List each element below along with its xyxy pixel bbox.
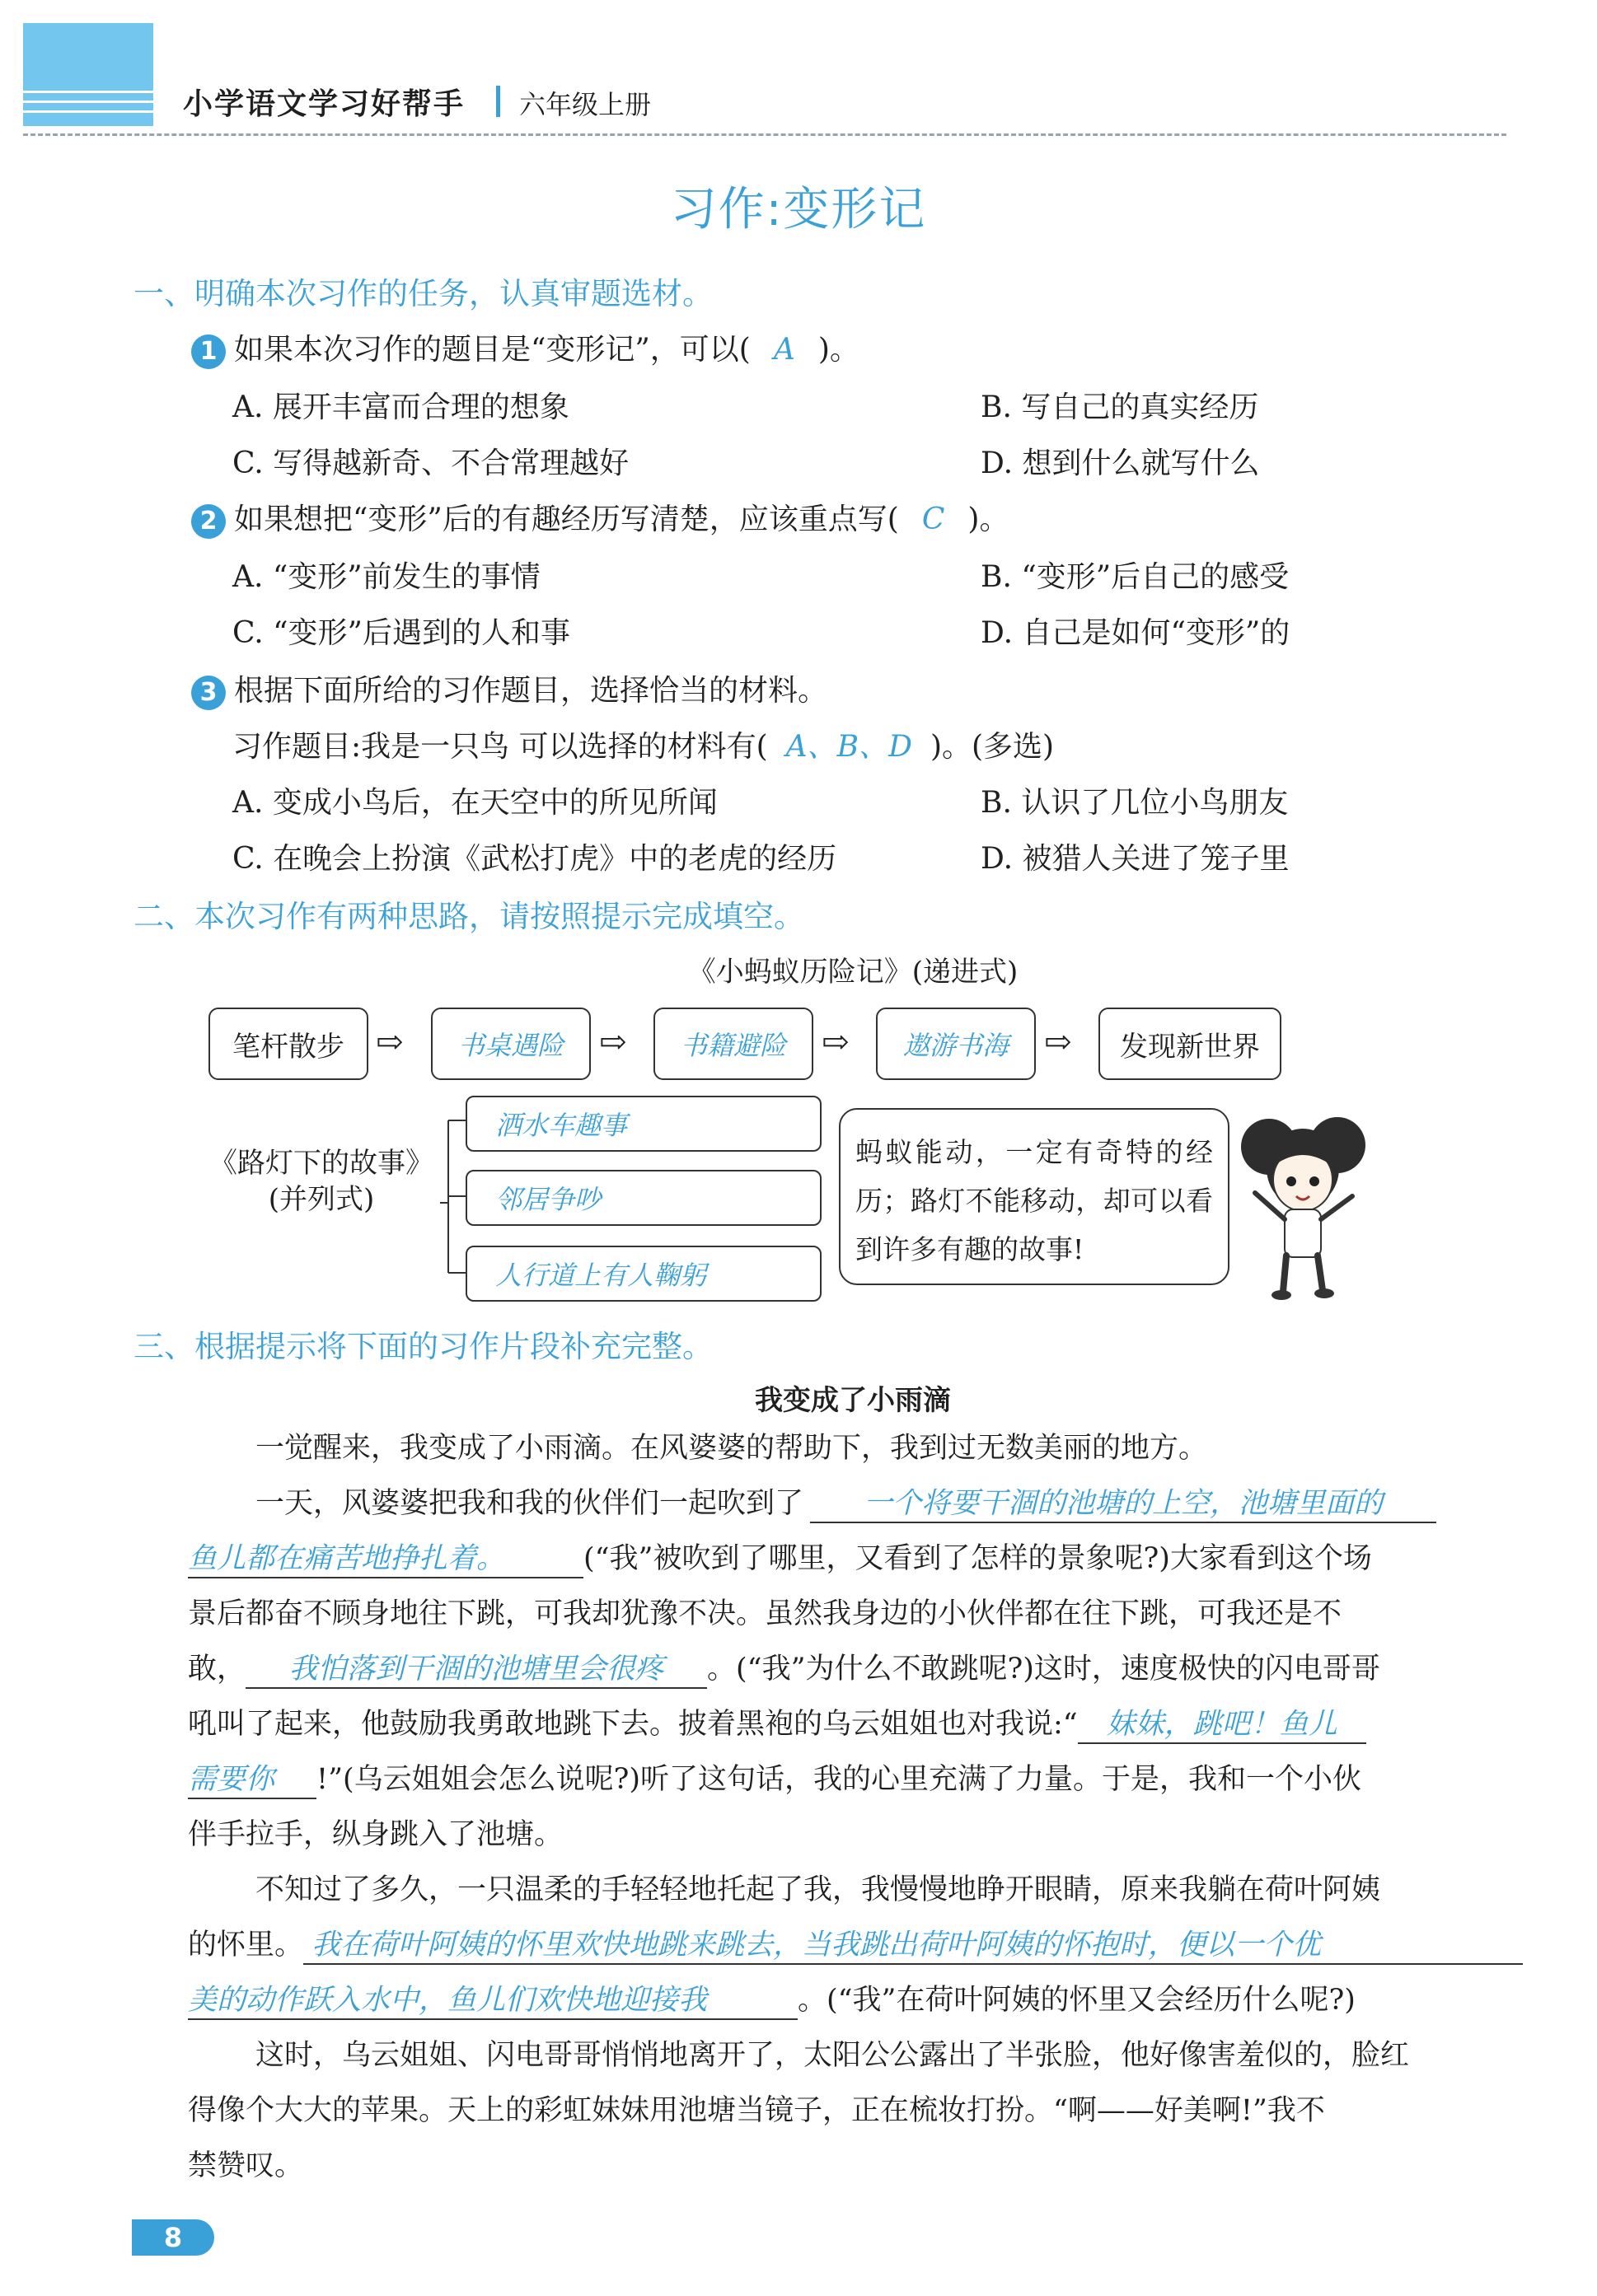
- fill-blank-2: 我怕落到干涸的池塘里会很疼: [246, 1646, 707, 1689]
- page-number: 8: [132, 2219, 214, 2256]
- question-3: [191, 667, 827, 710]
- essay-line: [255, 1480, 1436, 1523]
- answer: C: [921, 503, 945, 536]
- grade-label: 六年级上册: [519, 89, 652, 120]
- essay-title: 我变成了小雨滴: [755, 1384, 951, 1417]
- branch-3: 人行道上有人鞠躬: [466, 1246, 822, 1302]
- flow-step-1: 笔杆散步: [208, 1008, 368, 1080]
- essay-line: [188, 1646, 1380, 1689]
- double-arrow-icon: ⇨: [822, 1023, 850, 1061]
- essay-text: 敢，: [188, 1653, 246, 1686]
- chart2-title-line1: 《路灯下的故事》: [209, 1147, 433, 1180]
- essay-line: 一觉醒来，我变成了小雨滴。在风婆婆的帮助下，我到过无数美丽的地方。: [255, 1432, 1208, 1465]
- essay-line: [188, 1701, 1366, 1744]
- essay-line: [188, 1756, 1361, 1799]
- section3-heading: 三、根据提示将下面的习作片段补充完整。: [133, 1329, 713, 1364]
- option-a: A. “变形”前发生的事情: [232, 560, 541, 594]
- header-divider: [496, 86, 500, 117]
- essay-line: 景后都奋不顾身地往下跳，可我却犹豫不决。虽然我身边的小伙伴都在往下跳，可我还是不: [188, 1597, 1342, 1630]
- essay-line: 伴手拉手，纵身跳入了池塘。: [188, 1818, 564, 1851]
- option-c: C. “变形”后遇到的人和事: [232, 616, 570, 650]
- section2-heading: 二、本次习作有两种思路，请按照提示完成填空。: [133, 899, 804, 934]
- question-subtext: 习作题目:我是一只鸟 可以选择的材料有(: [232, 730, 768, 764]
- fill-blank-1b: 鱼儿都在痛苦地挣扎着。: [188, 1536, 583, 1578]
- option-b: B. 认识了几位小鸟朋友: [981, 786, 1289, 820]
- fill-blank-3b: 需要你: [188, 1756, 316, 1799]
- speech-bubble: 蚂蚁能动，一定有奇特的经历；路灯不能移动，却可以看到许多有趣的故事!: [839, 1108, 1229, 1285]
- flow-step-4: 遨游书海: [876, 1008, 1036, 1080]
- option-a: A. 变成小鸟后，在天空中的所见所闻: [232, 786, 718, 820]
- question-text: 根据下面所给的习作题目，选择恰当的材料。: [234, 674, 828, 708]
- branch-2: 邻居争吵: [466, 1170, 822, 1226]
- essay-text: 吼叫了起来，他鼓励我勇敢地跳下去。披着黑袍的乌云姐姐也对我说:“: [188, 1708, 1078, 1741]
- fill-blank-1a: 一个将要干涸的池塘的上空，池塘里面的: [810, 1480, 1436, 1523]
- option-b: B. 写自己的真实经历: [981, 390, 1259, 424]
- essay-text: 一天，风婆婆把我和我的伙伴们一起吹到了: [255, 1487, 804, 1520]
- option-d: D. 被猎人关进了笼子里: [981, 842, 1290, 876]
- question-close: )。: [817, 333, 859, 367]
- book-title: 小学语文学习好帮手: [183, 87, 466, 121]
- question-number-badge: 3: [191, 676, 226, 710]
- flow-step-2: 书桌遇险: [431, 1008, 591, 1080]
- header-stripe: [23, 101, 153, 103]
- option-c: C. 在晚会上扮演《武松打虎》中的老虎的经历: [232, 842, 837, 876]
- essay-text: (“我”被吹到了哪里，又看到了怎样的景象呢?)大家看到这个场: [583, 1542, 1372, 1575]
- essay-text: !”(乌云姐姐会怎么说呢?)听了这句话，我的心里充满了力量。于是，我和一个小伙: [316, 1763, 1362, 1796]
- chart1-title: 《小蚂蚁历险记》(递进式): [687, 956, 1019, 989]
- question-close: )。: [967, 503, 1009, 536]
- question-text: 如果想把“变形”后的有趣经历写清楚，应该重点写(: [234, 503, 899, 536]
- double-arrow-icon: ⇨: [1044, 1023, 1072, 1061]
- girl-illustration: [1232, 1104, 1372, 1302]
- flow-step-3: 书籍避险: [653, 1008, 813, 1080]
- bracket-connector: [437, 1087, 470, 1302]
- chart2-title: [202, 1145, 441, 1218]
- header-stripe: [23, 91, 153, 93]
- flow-step-5: 发现新世界: [1098, 1008, 1281, 1080]
- essay-line: [188, 1536, 1372, 1578]
- question-number-badge: 1: [191, 334, 226, 369]
- option-d: D. 想到什么就写什么: [981, 447, 1260, 480]
- essay-line: 不知过了多久，一只温柔的手轻轻地托起了我，我慢慢地睁开眼睛，原来我躺在荷叶阿姨: [255, 1873, 1381, 1906]
- essay-line: [188, 1977, 1356, 2020]
- section1-heading: 一、明确本次习作的任务，认真审题选材。: [133, 276, 713, 311]
- double-arrow-icon: ⇨: [376, 1023, 404, 1061]
- fill-blank-4b: 美的动作跃入水中，鱼儿们欢快地迎接我: [188, 1977, 798, 2020]
- essay-line: 禁赞叹。: [188, 2149, 304, 2182]
- answer: A: [773, 333, 795, 367]
- option-c: C. 写得越新奇、不合常理越好: [232, 447, 630, 480]
- answer: A、B、D: [785, 730, 912, 764]
- essay-line: [188, 1922, 1523, 1965]
- question-3-subline: [232, 723, 1054, 765]
- page-title: 习作:变形记: [670, 183, 927, 236]
- question-close: )。(多选): [930, 730, 1055, 764]
- header-dashed-rule: [23, 133, 1506, 136]
- question-1: [191, 326, 859, 369]
- branch-1: 洒水车趣事: [466, 1096, 822, 1152]
- question-text: 如果本次习作的题目是“变形记”，可以(: [234, 333, 751, 367]
- option-d: D. 自己是如何“变形”的: [981, 616, 1290, 650]
- fill-blank-4a: 我在荷叶阿姨的怀里欢快地跳来跳去，当我跳出荷叶阿姨的怀抱时，便以一个优: [303, 1922, 1523, 1965]
- question-number-badge: 2: [191, 504, 226, 539]
- essay-line: 这时，乌云姐姐、闪电哥哥悄悄地离开了，太阳公公露出了半张脸，他好像害羞似的，脸红: [255, 2039, 1410, 2072]
- essay-line: 得像个大大的苹果。天上的彩虹妹妹用池塘当镜子，正在梳妆打扮。“啊——好美啊!”我不: [188, 2094, 1325, 2127]
- essay-text: 的怀里。: [188, 1929, 304, 1962]
- option-b: B. “变形”后自己的感受: [981, 560, 1290, 594]
- double-arrow-icon: ⇨: [599, 1023, 627, 1061]
- fill-blank-3a: 妹妹，跳吧！鱼儿: [1078, 1701, 1366, 1744]
- essay-text: 。(“我”在荷叶阿姨的怀里又会经历什么呢?): [798, 1984, 1356, 2017]
- question-2: [191, 496, 1009, 539]
- chart2-title-line2: (并列式): [268, 1183, 375, 1216]
- essay-text: 。(“我”为什么不敢跳呢?)这时，速度极快的闪电哥哥: [707, 1653, 1380, 1686]
- header-stripe: [23, 110, 153, 113]
- option-a: A. 展开丰富而合理的想象: [232, 390, 569, 424]
